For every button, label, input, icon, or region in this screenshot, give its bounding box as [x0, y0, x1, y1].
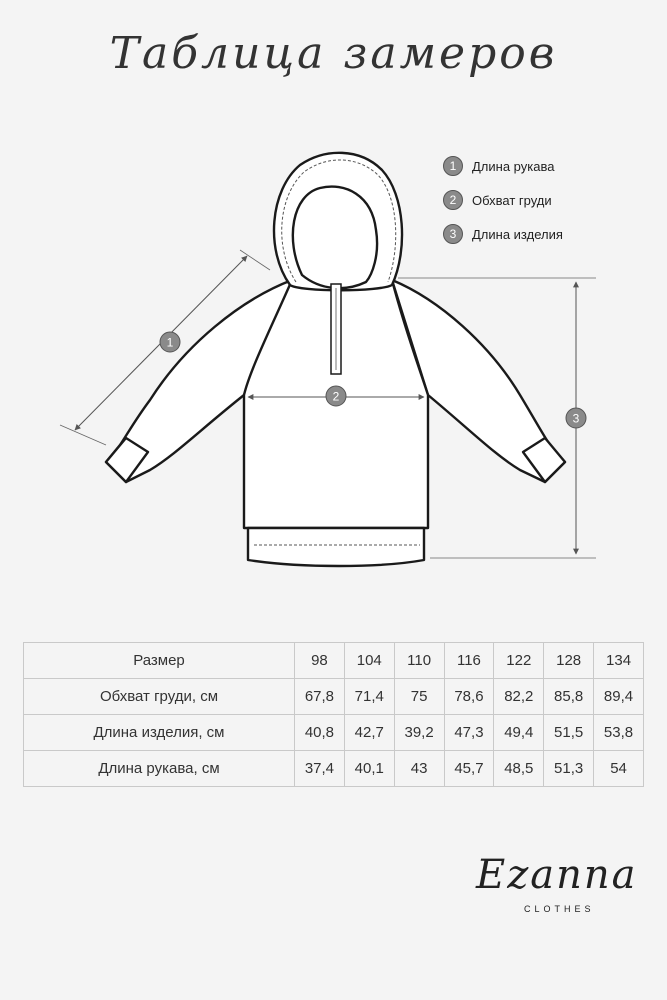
table-header-row [24, 643, 644, 679]
table-cell: 122 [494, 643, 544, 679]
table-cell: 128 [544, 643, 594, 679]
hoodie-diagram [0, 140, 667, 570]
table-cell: 104 [344, 643, 394, 679]
legend-label: Обхват груди [472, 192, 552, 208]
table-cell: 116 [444, 643, 494, 679]
table-cell: 85,8 [544, 679, 594, 715]
page-title: Таблица замеров [109, 28, 558, 79]
logo-script: Ezanna [476, 852, 638, 898]
marker-1 [160, 332, 180, 352]
legend-label: Длина изделия [472, 226, 563, 242]
table-cell: 39,2 [394, 715, 444, 751]
marker-3 [566, 408, 586, 428]
legend-item-sleeve [443, 156, 563, 176]
legend [443, 156, 563, 258]
face-opening [293, 187, 377, 289]
table-row [24, 751, 644, 787]
svg-text:1: 1 [166, 335, 174, 350]
table-cell: 47,3 [444, 715, 494, 751]
table-cell: 78,6 [444, 679, 494, 715]
legend-item-chest [443, 190, 563, 210]
brand-logo [476, 852, 636, 942]
table-cell: 51,5 [544, 715, 594, 751]
hem-band [248, 528, 424, 566]
table-cell: 40,1 [344, 751, 394, 787]
marker-2 [326, 386, 346, 406]
legend-item-length [443, 224, 563, 244]
table-cell: 134 [594, 643, 644, 679]
table-cell: 37,4 [295, 751, 345, 787]
table-row-label: Обхват груди, см [24, 679, 295, 715]
legend-badge: 1 [443, 156, 463, 176]
svg-text:2: 2 [332, 389, 340, 404]
table-cell: 89,4 [594, 679, 644, 715]
table-cell: 54 [594, 751, 644, 787]
table-cell: 67,8 [295, 679, 345, 715]
logo-subtitle: CLOTHES [524, 904, 595, 914]
table-cell: 53,8 [594, 715, 644, 751]
table-cell: 110 [394, 643, 444, 679]
table-cell: 42,7 [344, 715, 394, 751]
table-cell: 43 [394, 751, 444, 787]
size-table [23, 642, 644, 787]
legend-badge: 3 [443, 224, 463, 244]
table-row [24, 679, 644, 715]
table-cell: 40,8 [295, 715, 345, 751]
legend-label: Длина рукава [472, 158, 555, 174]
table-row-label: Длина изделия, см [24, 715, 295, 751]
table-cell: 98 [295, 643, 345, 679]
table-row-label: Длина рукава, см [24, 751, 295, 787]
table-cell: 49,4 [494, 715, 544, 751]
table-cell: 71,4 [344, 679, 394, 715]
table-header-label: Размер [24, 643, 295, 679]
table-cell: 51,3 [544, 751, 594, 787]
svg-text:3: 3 [572, 411, 580, 426]
table-row [24, 715, 644, 751]
table-cell: 45,7 [444, 751, 494, 787]
table-cell: 48,5 [494, 751, 544, 787]
table-cell: 82,2 [494, 679, 544, 715]
legend-badge: 2 [443, 190, 463, 210]
table-cell: 75 [394, 679, 444, 715]
